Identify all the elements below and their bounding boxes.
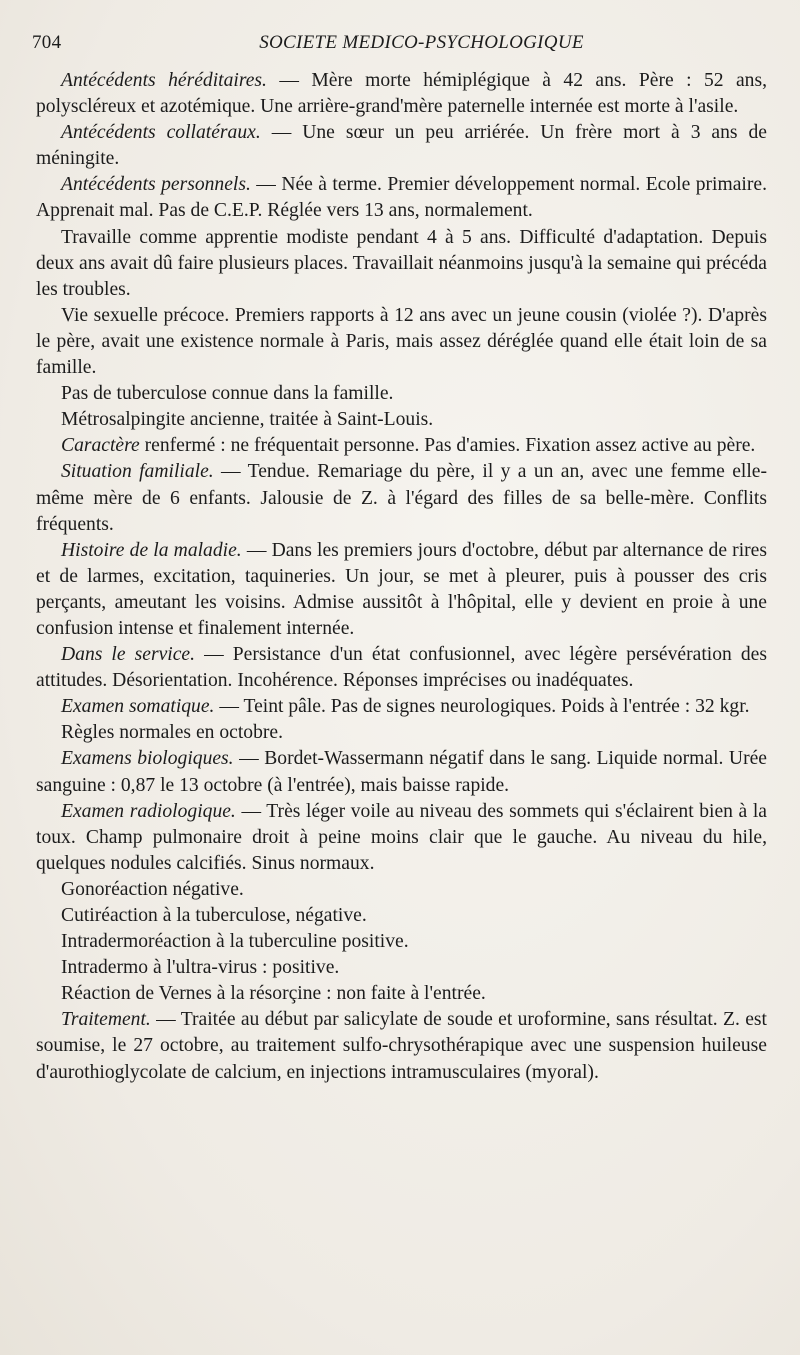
paragraph-histoire-maladie <box>36 538 767 642</box>
paragraph-examen-somatique <box>36 694 767 720</box>
paragraph-text: Réaction de Vernes à la résorçine : non faite à l'entrée. <box>61 983 486 1005</box>
paragraph-examen-radiologique <box>36 799 767 877</box>
paragraph-intradermo-ultra-virus <box>36 955 767 981</box>
paragraph-text: Gonoréaction négative. <box>61 878 244 900</box>
paragraph-antecedents-hereditaires <box>36 68 767 120</box>
paragraph-text: Vie sexuelle précoce. Premiers rapports à 12 ans avec un jeune cousin (violée ?). D'après le père, avait une existence normale à Paris, mais assez déréglée quand elle était loin de sa famille. <box>36 304 767 379</box>
paragraph-label: Antécédents collatéraux. <box>61 122 261 144</box>
paragraph-text: Règles normales en octobre. <box>61 722 283 744</box>
paragraph-text: Intradermo à l'ultra-virus : positive. <box>61 957 340 979</box>
paragraph-antecedents-collateraux <box>36 120 767 172</box>
paragraph-vie-sexuelle <box>36 303 767 381</box>
paragraph-travail <box>36 225 767 303</box>
paragraph-text: — Teint pâle. Pas de signes neurologiques. Poids à l'entrée : 32 kgr. <box>214 696 750 718</box>
paragraph-label: Situation familiale. <box>61 461 214 483</box>
paragraph-text: — Dans les premiers jours d'octobre, début par alternance de rires et de larmes, excitation, taquineries. Un jour, se met à pleurer, puis à pousser des cris perçants, ameutant les voisins. Admise aussitôt à l'hôpital, elle y devient en proie à une confusion intense et finalement internée. <box>36 539 768 639</box>
page-number: 704 <box>32 32 62 53</box>
paragraph-text: Cutiréaction à la tuberculose, négative. <box>61 905 367 926</box>
body-text <box>36 68 767 1086</box>
paragraph-label: Dans le service. <box>61 644 196 666</box>
paragraph-cutireaction <box>36 903 767 929</box>
paragraph-antecedents-personnels <box>36 172 767 224</box>
paragraph-intradermoreaction <box>36 929 767 955</box>
paragraph-reaction-vernes <box>36 981 767 1007</box>
paragraph-text: — Persistance d'un état confusionnel, avec légère persévération des attitudes. Désorientation. Incohérence. Réponses imprécises ou inadéquates. <box>36 644 767 692</box>
paragraph-label: Antécédents héréditaires. <box>61 70 267 91</box>
paragraph-metrosalpingite <box>36 407 767 433</box>
journal-title: SOCIETE MEDICO-PSYCHOLOGIQUE <box>259 32 584 53</box>
running-head <box>32 28 767 68</box>
paragraph-label: Examen somatique. <box>61 696 215 718</box>
paragraph-dans-le-service <box>36 642 767 694</box>
paragraph-tuberculose-famille <box>36 381 767 407</box>
paragraph-traitement <box>36 1007 767 1085</box>
paragraph-text: Travaille comme apprentie modiste pendant 4 à 5 ans. Difficulté d'adaptation. Depuis deux ans avait dû faire plusieurs places. Travaillait néanmoins jusqu'à la semaine qui précéda les troubles. <box>36 226 767 300</box>
paragraph-label: Histoire de la maladie. <box>61 539 242 561</box>
paragraph-label: Examens biologiques. <box>61 748 234 770</box>
paragraph-text: renfermé : ne fréquentait personne. Pas d'amies. Fixation assez active au père. <box>139 435 756 457</box>
paragraph-regles <box>36 720 767 746</box>
paragraph-examens-biologiques <box>36 746 767 798</box>
paragraph-text: — Tendue. Remariage du père, il y a un an, avec une femme elle-même mère de 6 enfants. Jalousie de Z. à l'égard des filles de sa belle-mère. Conflits fréquents. <box>36 461 768 535</box>
paragraph-situation-familiale <box>36 459 767 537</box>
paragraph-caractere <box>36 433 767 459</box>
paragraph-label: Traitement. <box>61 1009 151 1031</box>
paragraph-text: — Bordet-Wassermann négatif dans le sang. Liquide normal. Urée sanguine : 0,87 le 13 octobre (à l'entrée), mais baisse rapide. <box>36 748 767 796</box>
paragraph-text: Pas de tuberculose connue dans la famille. <box>61 383 394 405</box>
paragraph-label: Caractère <box>61 435 140 457</box>
paragraph-text: — Mère morte hémiplégique à 42 ans. Père : 52 ans, polyscléreux et azotémique. Une arrière-grand'mère paternelle internée est morte à l'asile. <box>36 70 767 118</box>
paragraph-label: Examen radiologique. <box>61 800 236 822</box>
paragraph-text: — Traitée au début par salicylate de soude et uroformine, sans résultat. Z. est soumise, le 27 octobre, au traitement sulfo-chrysothérapique avec une suspension huileuse d'aurothioglycolate de calcium, en injections intramusculaires (myoral). <box>36 1009 767 1083</box>
paragraph-text: — Née à terme. Premier développement normal. Ecole primaire. Apprenait mal. Pas de C.E.P. Réglée vers 13 ans, normalement. <box>36 174 767 222</box>
paragraph-text: Métrosalpingite ancienne, traitée à Saint-Louis. <box>61 409 434 431</box>
paragraph-text: — Très léger voile au niveau des sommets qui s'éclairent bien à la toux. Champ pulmonaire droit à peine moins clair que le gauche. Au niveau du hile, quelques nodules calcifiés. Sinus normaux. <box>36 800 767 874</box>
paragraph-label: Antécédents personnels. <box>61 174 251 196</box>
paragraph-text: — Une sœur un peu arriérée. Un frère mort à 3 ans de méningite. <box>36 122 767 170</box>
paragraph-gonoreaction <box>36 877 767 903</box>
paragraph-text: Intradermoréaction à la tuberculine positive. <box>61 931 409 953</box>
